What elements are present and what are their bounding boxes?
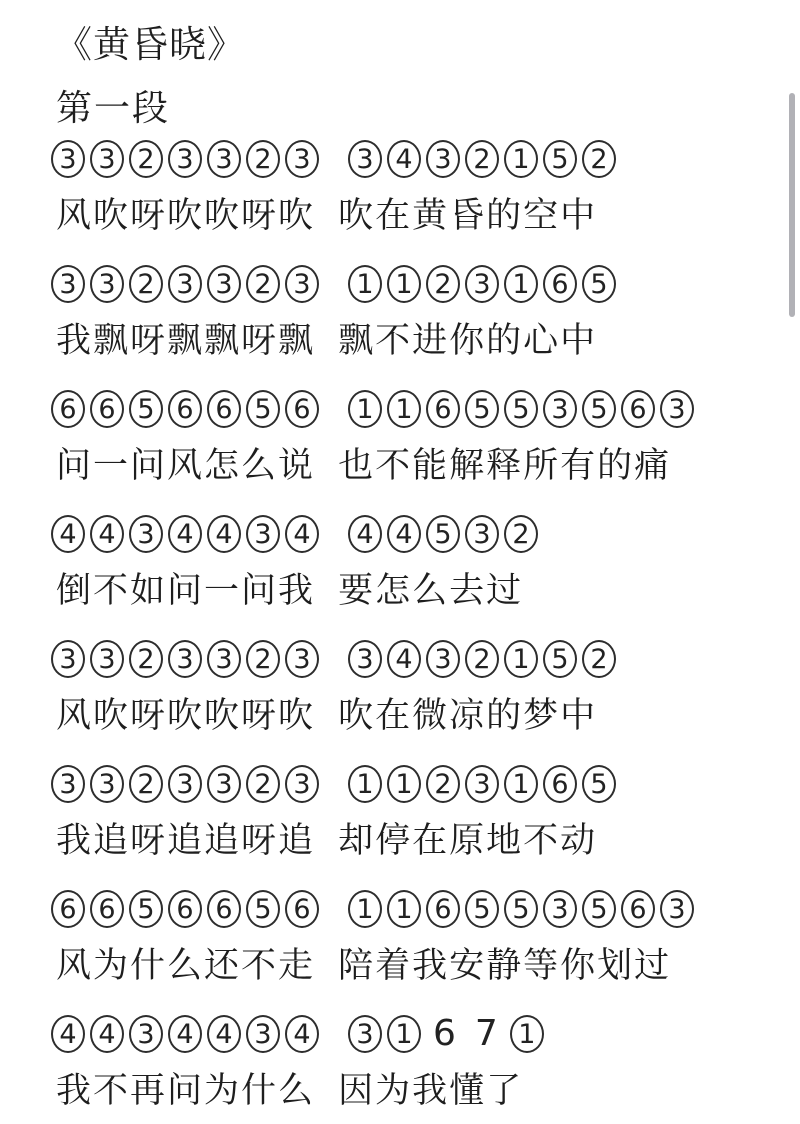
circled-note: 3	[129, 515, 163, 553]
circled-note: 4	[387, 515, 421, 553]
circled-note: 6	[621, 890, 655, 928]
circled-note: 5	[543, 140, 577, 178]
circled-note: 6	[621, 390, 655, 428]
circled-note: 6	[285, 890, 319, 928]
note-group	[51, 640, 324, 678]
circled-note: 6	[426, 390, 460, 428]
circled-note: 2	[129, 765, 163, 803]
circled-note: 2	[246, 640, 280, 678]
circled-note: 1	[348, 890, 382, 928]
circled-note: 3	[129, 1015, 163, 1053]
circled-note: 3	[168, 140, 202, 178]
circled-note: 4	[90, 1015, 124, 1053]
circled-note: 5	[543, 640, 577, 678]
circled-note: 4	[387, 140, 421, 178]
circled-note: 4	[285, 515, 319, 553]
lyric-line: 我不再问为什么 因为我懂了	[56, 1071, 524, 1111]
note-line	[51, 890, 699, 928]
note-line	[51, 140, 621, 178]
circled-note: 3	[90, 765, 124, 803]
circled-note: 3	[90, 140, 124, 178]
circled-note: 1	[387, 765, 421, 803]
circled-note: 1	[348, 265, 382, 303]
circled-note: 3	[51, 140, 85, 178]
lyric-line: 风为什么还不走 陪着我安静等你划过	[56, 946, 672, 986]
note-line	[51, 640, 621, 678]
circled-note: 2	[582, 640, 616, 678]
circled-note: 3	[348, 140, 382, 178]
circled-note: 3	[426, 640, 460, 678]
note-group	[348, 265, 621, 303]
circled-note: 2	[129, 265, 163, 303]
circled-note: 3	[51, 765, 85, 803]
note-line	[51, 390, 699, 428]
circled-note: 1	[504, 265, 538, 303]
circled-note: 3	[168, 765, 202, 803]
note-line	[51, 265, 621, 303]
circled-note: 3	[168, 640, 202, 678]
circled-note: 3	[465, 765, 499, 803]
circled-note: 3	[660, 390, 694, 428]
circled-note: 1	[387, 390, 421, 428]
plain-note: 6	[433, 1013, 456, 1054]
section-label: 第一段	[56, 88, 171, 129]
note-group	[348, 515, 543, 553]
circled-note: 2	[465, 140, 499, 178]
circled-note: 5	[504, 390, 538, 428]
circled-note: 5	[129, 890, 163, 928]
plain-note: 7	[474, 1013, 498, 1054]
note-group	[51, 890, 324, 928]
circled-note: 3	[246, 515, 280, 553]
circled-note: 5	[426, 515, 460, 553]
circled-note: 3	[168, 265, 202, 303]
circled-note: 1	[510, 1015, 544, 1053]
circled-note: 2	[582, 140, 616, 178]
note-line	[51, 765, 621, 803]
circled-note: 1	[348, 765, 382, 803]
circled-note: 2	[246, 265, 280, 303]
circled-note: 6	[51, 390, 85, 428]
circled-note: 1	[504, 765, 538, 803]
circled-note: 3	[207, 265, 241, 303]
circled-note: 2	[129, 140, 163, 178]
note-group	[51, 515, 324, 553]
circled-note: 6	[168, 390, 202, 428]
circled-note: 2	[129, 640, 163, 678]
note-group	[51, 265, 324, 303]
circled-note: 4	[51, 1015, 85, 1053]
circled-note: 4	[285, 1015, 319, 1053]
circled-note: 5	[582, 765, 616, 803]
circled-note: 4	[207, 1015, 241, 1053]
circled-note: 3	[465, 265, 499, 303]
note-group	[51, 390, 324, 428]
circled-note: 6	[90, 390, 124, 428]
circled-note: 6	[207, 890, 241, 928]
circled-note: 2	[504, 515, 538, 553]
circled-note: 3	[246, 1015, 280, 1053]
note-group	[348, 640, 621, 678]
circled-note: 3	[285, 265, 319, 303]
circled-note: 5	[129, 390, 163, 428]
lyric-line: 倒不如问一问我 要怎么去过	[56, 571, 524, 611]
circled-note: 3	[285, 140, 319, 178]
circled-note: 3	[465, 515, 499, 553]
note-group	[348, 1015, 549, 1053]
circled-note: 6	[90, 890, 124, 928]
note-line	[51, 1015, 549, 1053]
circled-note: 1	[387, 890, 421, 928]
circled-note: 5	[582, 390, 616, 428]
note-line	[51, 515, 543, 553]
circled-note: 3	[660, 890, 694, 928]
circled-note: 2	[426, 765, 460, 803]
lyric-line: 风吹呀吹吹呀吹 吹在微凉的梦中	[56, 696, 598, 736]
lyric-line: 我追呀追追呀追 却停在原地不动	[56, 821, 598, 861]
circled-note: 3	[51, 265, 85, 303]
circled-note: 4	[90, 515, 124, 553]
circled-note: 5	[246, 890, 280, 928]
circled-note: 4	[51, 515, 85, 553]
circled-note: 5	[465, 390, 499, 428]
lyric-line: 风吹呀吹吹呀吹 吹在黄昏的空中	[56, 196, 598, 236]
circled-note: 1	[387, 265, 421, 303]
circled-note: 4	[387, 640, 421, 678]
circled-note: 3	[348, 1015, 382, 1053]
circled-note: 5	[504, 890, 538, 928]
circled-note: 3	[543, 890, 577, 928]
note-group	[348, 390, 699, 428]
circled-note: 6	[207, 390, 241, 428]
circled-note: 6	[51, 890, 85, 928]
circled-note: 1	[387, 1015, 421, 1053]
note-group	[348, 140, 621, 178]
circled-note: 3	[426, 140, 460, 178]
circled-note: 3	[285, 765, 319, 803]
note-group	[51, 765, 324, 803]
circled-note: 6	[426, 890, 460, 928]
circled-note: 6	[168, 890, 202, 928]
circled-note: 5	[582, 265, 616, 303]
circled-note: 5	[465, 890, 499, 928]
circled-note: 3	[543, 390, 577, 428]
lyric-line: 我飘呀飘飘呀飘 飘不进你的心中	[56, 321, 598, 361]
note-group	[348, 765, 621, 803]
circled-note: 4	[168, 1015, 202, 1053]
scrollbar-thumb[interactable]	[789, 93, 795, 317]
circled-note: 1	[504, 140, 538, 178]
circled-note: 3	[207, 640, 241, 678]
circled-note: 3	[51, 640, 85, 678]
circled-note: 3	[90, 640, 124, 678]
circled-note: 4	[348, 515, 382, 553]
circled-note: 2	[246, 765, 280, 803]
circled-note: 4	[168, 515, 202, 553]
circled-note: 2	[465, 640, 499, 678]
circled-note: 3	[285, 640, 319, 678]
circled-note: 3	[207, 140, 241, 178]
circled-note: 4	[207, 515, 241, 553]
circled-note: 6	[543, 265, 577, 303]
circled-note: 5	[246, 390, 280, 428]
circled-note: 3	[348, 640, 382, 678]
circled-note: 2	[426, 265, 460, 303]
circled-note: 6	[543, 765, 577, 803]
note-group	[51, 1015, 324, 1053]
circled-note: 5	[582, 890, 616, 928]
circled-note: 3	[90, 265, 124, 303]
circled-note: 2	[246, 140, 280, 178]
page-title: 《黄昏晓》	[55, 23, 245, 66]
circled-note: 1	[348, 390, 382, 428]
note-group	[348, 890, 699, 928]
circled-note: 1	[504, 640, 538, 678]
circled-note: 3	[207, 765, 241, 803]
lyric-line: 问一问风怎么说 也不能解释所有的痛	[56, 446, 672, 486]
circled-note: 6	[285, 390, 319, 428]
note-group	[51, 140, 324, 178]
